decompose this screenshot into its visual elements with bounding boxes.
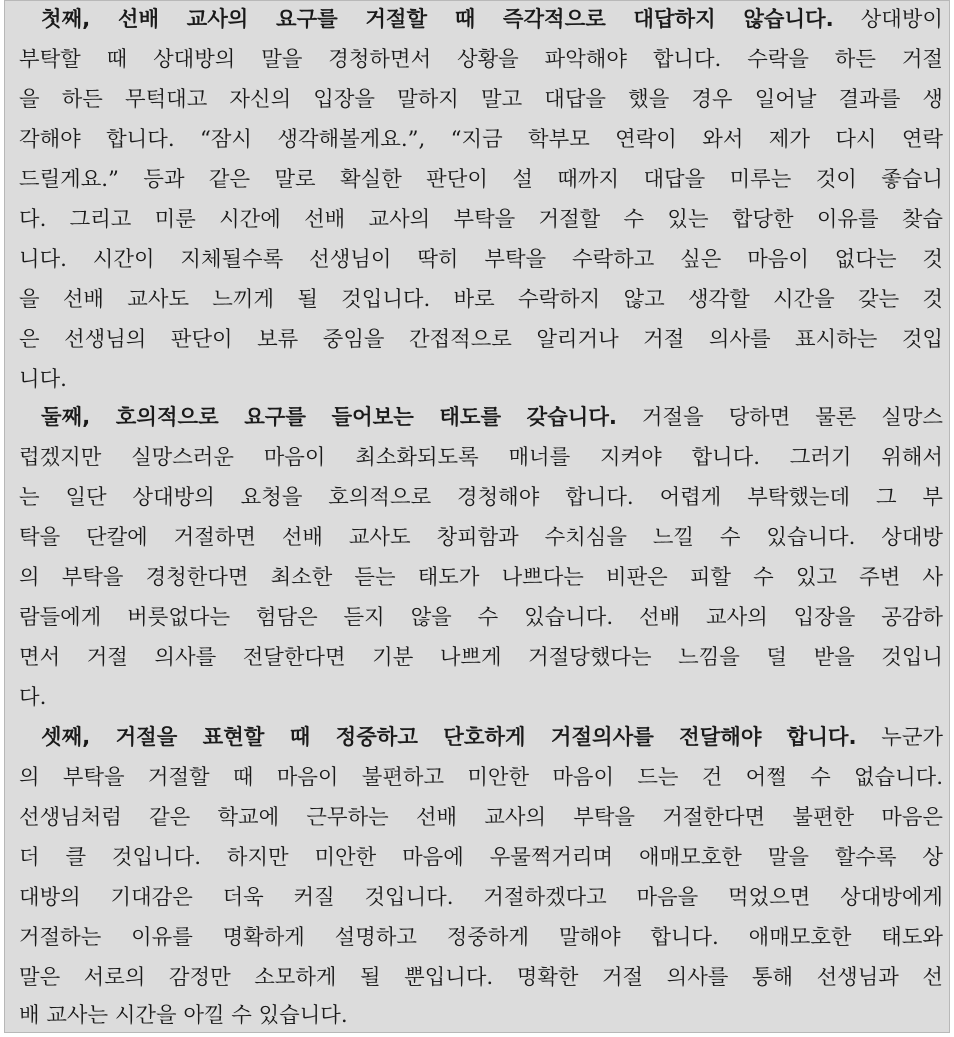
paragraph-1-line-4: 각해야 합니다. “잠시 생각해볼게요.”, “지금 학부모 연락이 와서 제가 다시 연락: [19, 127, 943, 152]
paragraph-1-line-6: 다. 그리고 미룬 시간에 선배 교사의 부탁을 거절할 수 있는 합당한 이유를 찾습: [19, 207, 943, 232]
paragraph-1-line-5: 드릴게요.” 등과 같은 말로 확실한 판단이 설 때까지 대답을 미루는 것이 좋습니: [19, 167, 943, 192]
paragraph-3-line-5: 대방의 기대감은 더욱 커질 것입니다. 거절하겠다고 마음을 먹었으면 상대방에게: [19, 885, 943, 910]
document-page: [4, 0, 950, 1033]
paragraph-1-line-2: 부탁할 때 상대방의 말을 경청하면서 상황을 파악해야 합니다. 수락을 하든 거절: [19, 47, 943, 72]
paragraph-1-line-9: 은 선생님의 판단이 보류 중임을 간접적으로 알리거나 거절 의사를 표시하는 것입: [19, 327, 943, 352]
paragraph-3-line-3: 선생님처럼 같은 학교에 근무하는 선배 교사의 부탁을 거절한다면 불편한 마음은: [19, 805, 943, 830]
paragraph-3-line-7: 말은 서로의 감정만 소모하게 될 뿐입니다. 명확한 거절 의사를 통해 선생님과 선: [19, 965, 943, 990]
paragraph-2-line-3: 는 일단 상대방의 요청을 호의적으로 경청해야 합니다. 어렵게 부탁했는데 그 부: [19, 485, 943, 510]
paragraph-2-line-2: 럽겠지만 실망스러운 마음이 최소화되도록 매너를 지켜야 합니다. 그러기 위해서: [19, 445, 943, 470]
paragraph-3-line-2: 의 부탁을 거절할 때 마음이 불편하고 미안한 마음이 드는 건 어쩔 수 없습니다.: [19, 765, 943, 790]
paragraph-3-line-4: 더 클 것입니다. 하지만 미안한 마음에 우물쩍거리며 애매모호한 말을 할수록 상: [19, 845, 943, 870]
paragraph-2-line-6: 람들에게 버릇없다는 험담은 듣지 않을 수 있습니다. 선배 교사의 입장을 공감하: [19, 605, 943, 630]
paragraph-1-line-10: 니다.: [19, 367, 67, 392]
paragraph-3-heading: 셋째, 거절을 표현할 때 정중하고 단호하게 거절의사를 전달해야 합니다.: [41, 725, 857, 750]
paragraph-3-line-8: 배 교사는 시간을 아낄 수 있습니다.: [19, 1003, 348, 1028]
paragraph-1-line-1-text: 상대방이: [833, 7, 943, 32]
paragraph-1-line-1: [41, 5, 943, 35]
paragraph-1-heading: 첫째, 선배 교사의 요구를 거절할 때 즉각적으로 대답하지 않습니다.: [41, 7, 834, 32]
paragraph-2-line-7: 면서 거절 의사를 전달한다면 기분 나쁘게 거절당했다는 느낌을 덜 받을 것입니: [19, 645, 943, 670]
paragraph-2-line-8: 다.: [19, 685, 47, 710]
paragraph-3-line-1-text: 누군가: [856, 725, 943, 750]
paragraph-1-line-3: 을 하든 무턱대고 자신의 입장을 말하지 말고 대답을 했을 경우 일어날 결과를 생: [19, 87, 943, 112]
paragraph-2-line-4: 탁을 단칼에 거절하면 선배 교사도 창피함과 수치심을 느낄 수 있습니다. 상대방: [19, 525, 943, 550]
paragraph-2-heading: 둘째, 호의적으로 요구를 들어보는 태도를 갖습니다.: [41, 405, 618, 430]
paragraph-1-line-8: 을 선배 교사도 느끼게 될 것입니다. 바로 수락하지 않고 생각할 시간을 갖는 것: [19, 287, 943, 312]
paragraph-1-line-7: 니다. 시간이 지체될수록 선생님이 딱히 부탁을 수락하고 싶은 마음이 없다는 것: [19, 247, 943, 272]
paragraph-2-line-1-text: 거절을 당하면 물론 실망스: [617, 405, 943, 430]
paragraph-3-line-1: [41, 723, 943, 753]
paragraph-2-line-1: [41, 403, 943, 433]
paragraph-2-line-5: 의 부탁을 경청한다면 최소한 듣는 태도가 나쁘다는 비판은 피할 수 있고 주변 사: [19, 565, 943, 590]
paragraph-3-line-6: 거절하는 이유를 명확하게 설명하고 정중하게 말해야 합니다. 애매모호한 태도와: [19, 925, 943, 950]
